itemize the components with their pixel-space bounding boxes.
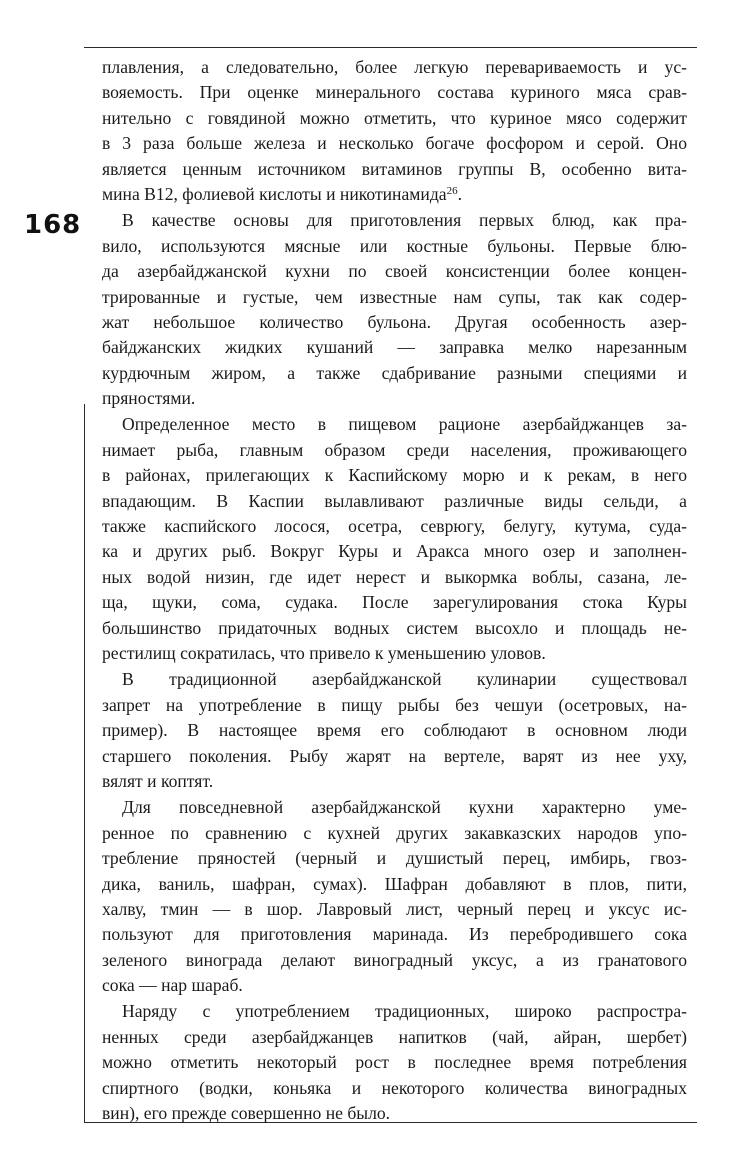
text-line: халву, тмин — в шор. Лавровый лист, черный перец и уксус ис- [102,898,687,919]
page-number: 168 [24,210,82,240]
text-line: требление пряностей (черный и душистый перец, имбирь, гвоз- [102,848,687,869]
left-rule [84,404,85,1123]
text-line: вин), его прежде совершенно не было. [102,1103,391,1124]
paragraph-1 [102,55,687,207]
text-line: запрет на употребление в пищу рыбы без чешуи (осетровых, на- [102,694,687,715]
text-line: большинство придаточных водных систем высохло и площадь не- [102,617,687,638]
text-line: вялят и коптят. [102,770,214,791]
paragraph-5 [102,795,687,998]
text-line: дика, ваниль, шафран, сумах). Шафран добавляют в плов, пити, [102,873,687,894]
paragraph-6 [102,999,687,1126]
text-line: Для повседневной азербайджанской кухни характерно уме- [122,797,687,818]
text-line: старшего поколения. Рыбу жарят на вертеле, варят из нее уху, [102,745,687,766]
paragraph-2 [102,208,687,411]
text-line: можно отметить некоторый рост в последнее время потребления [102,1052,687,1073]
text-line: пример). В настоящее время его соблюдают в основном люди [102,720,687,741]
paragraph-4 [102,667,687,794]
text-line: рестилищ сократилась, что привело к уменьшению уловов. [102,642,546,663]
text-line: ных водой низин, где идет нерест и выкормка воблы, сазана, ле- [102,566,687,587]
footnote-reference[interactable]: 26 [446,184,458,197]
text-line: Определенное место в пищевом рационе азербайджанцев за- [122,414,687,435]
text-line: спиртного (водки, коньяка и некоторого количества виноградных [102,1077,687,1098]
paragraph-3 [102,412,687,666]
text-line: впадающим. В Каспии вылавливают различные виды сельди, а [102,490,687,511]
text-line: мина В12, фолиевой кислоты и никотинамида [102,183,447,204]
text-line: байджанских жидких кушаний — заправка мелко нарезанным [102,337,687,358]
text-line: зеленого винограда делают виноградный уксус, а из гранатового [102,949,687,970]
text-line: нимает рыба, главным образом среди населения, проживающего [102,439,687,460]
text-line: ща, щуки, сома, судака. После зарегулирования стока Куры [102,592,687,613]
body-text [102,55,687,1126]
text-line: плавления, а следовательно, более легкую перевариваемость и ус- [102,57,687,77]
text-line: является ценным источником витаминов группы В, особенно вита- [102,158,687,179]
text-line: В качестве основы для приготовления первых блюд, как пра- [122,210,687,231]
text-line: Наряду с употреблением традиционных, широко распростра- [122,1001,687,1022]
text-line: также каспийского лосося, осетра, севрюгу, белугу, кутума, суда- [102,516,687,537]
text-line: трированные и густые, чем известные нам супы, так как содер- [102,286,687,307]
text-line-with-footnote [102,182,687,207]
text-line: нительно с говядиной можно отметить, что куриное мясо содержит [102,107,687,128]
text-line: в 3 раза больше железа и несколько богаче фосфором и серой. Оно [102,133,687,154]
text-line: ненных среди азербайджанцев напитков (чай, айран, шербет) [102,1026,687,1047]
text-line: вило, используются мясные или костные бульоны. Первые блю- [102,235,687,256]
text-line: курдючным жиром, а также сдабривание разными специями и [102,362,687,383]
text-line: да азербайджанской кухни по своей консистенции более концен- [102,261,687,282]
text-line: пользуют для приготовления маринада. Из перебродившего сока [102,924,687,945]
text-line: ренное по сравнению с кухней других закавказских народов упо- [102,822,687,843]
top-rule [84,47,697,48]
text-line: В традиционной азербайджанской кулинарии существовал [122,669,687,690]
text-line: вояемость. При оценке минерального состава куриного мяса срав- [102,82,687,103]
text-line: ка и других рыб. Вокруг Куры и Аракса много озер и заполнен- [102,541,687,562]
sentence-end: . [457,183,462,204]
text-line: пряностями. [102,388,196,409]
text-line: сока — нар шараб. [102,975,243,996]
text-line: в районах, прилегающих к Каспийскому морю и к рекам, в него [102,465,687,486]
text-line: жат небольшое количество бульона. Другая особенность азер- [102,311,687,332]
